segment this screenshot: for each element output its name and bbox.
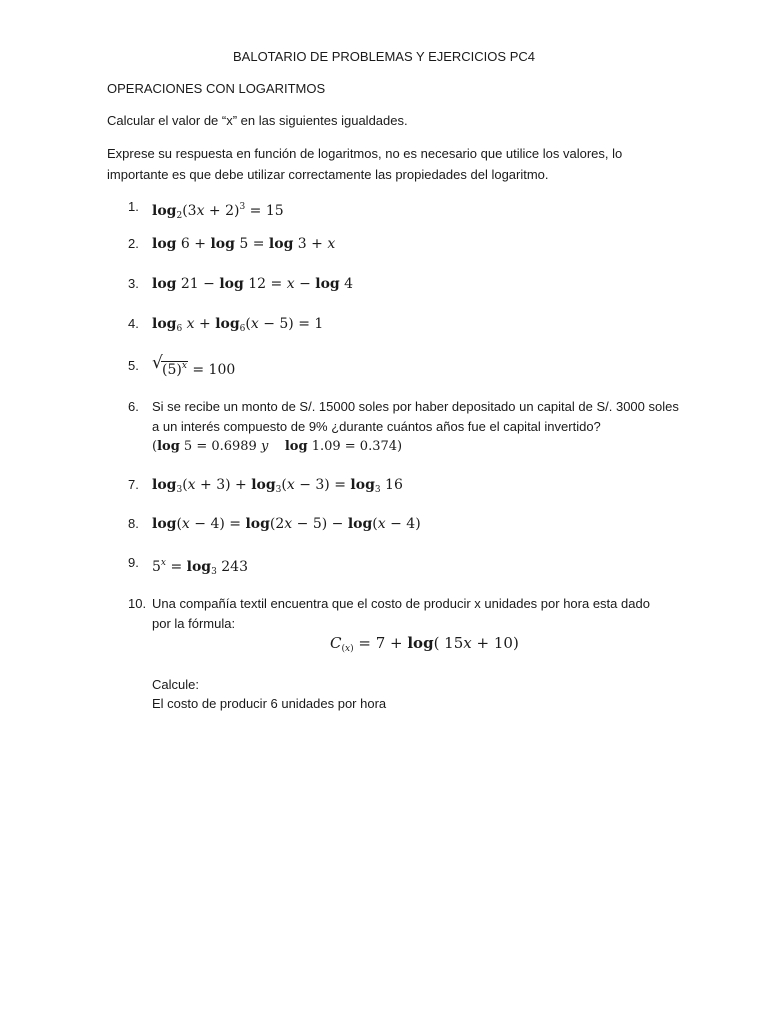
exercise-8-equation: log(x − 4) = log(2x − 5) − log(x − 4) [152,516,421,532]
exercise-number: 6. [128,399,139,414]
exercise-1-equation: $\log_2(3x + 2)^3 = 15$ [152,202,284,221]
exercise-number: 8. [128,516,139,531]
calc-text: El costo de producir 6 unidades por hora [152,696,387,711]
exercise-4-equation: $\log_6 x + \log_6(x - 5) = 1$ [152,316,324,334]
exercise-number: 2. [128,236,139,251]
section-heading: OPERACIONES CON LOGARITMOS [107,81,326,96]
square-root-symbol: √ $(5)^x$ [152,353,187,378]
exercise-10-line-1: Una compañía textil encuentra que el costo de producir x unidades por hora esta dado [152,596,650,611]
instruction-paragraph-2 [107,143,667,185]
exercise-3-equation: log 21 − log 12 = x − log 4 [152,276,354,292]
exercise-6-given-values: (log 5 = 0.6989 y log 1.09 = 0.374) [152,439,403,454]
exercise-number: 5. [128,358,139,373]
exercise-number: 1. [128,199,139,214]
exercise-5-equation: √ $(5)^x = 100$ [152,353,236,378]
page-title: BALOTARIO DE PROBLEMAS Y EJERCICIOS PC4 [233,49,535,64]
exercise-10-content [152,594,688,634]
exercise-number: 4. [128,316,139,331]
exercise-2-equation: log 6 + log 5 = log 3 + x [152,236,336,252]
exercise-10-line-2: por la fórmula: [152,616,236,631]
exercise-number: 3. [128,276,139,291]
exercise-number: 10. [128,596,147,611]
instruction-2-line-1: Exprese su respuesta en función de logaritmos, no es necesario que utilice los valores, lo [107,146,623,161]
exercise-9-equation: $5^x = \log_3 243$ [152,558,248,577]
exercise-6-line-1: Si se recibe un monto de S/. 15000 soles por haber depositado un capital de S/. 3000 soles [152,399,679,414]
exercise-6-content [152,397,688,457]
exercise-number: 9. [128,555,139,570]
cost-formula: $C_{(x)} = 7 + \log$( 15x + 10) [330,634,519,654]
instruction-1-text: Calcular el valor de “x” en las siguientes igualdades. [107,113,408,128]
calc-label: Calcule: [152,677,199,692]
exercise-6-line-2: a un interés compuesto de 9% ¿durante cuántos años fue el capital invertido? [152,419,601,434]
exercise-7-equation: $\log_3(x + 3) + \log_3(x - 3) = \log_3 16$ [152,477,403,495]
exercise-number: 7. [128,477,139,492]
instruction-2-line-2: importante es que debe utilizar correctamente las propiedades del logaritmo. [107,167,549,182]
instruction-paragraph-1 [107,110,667,131]
